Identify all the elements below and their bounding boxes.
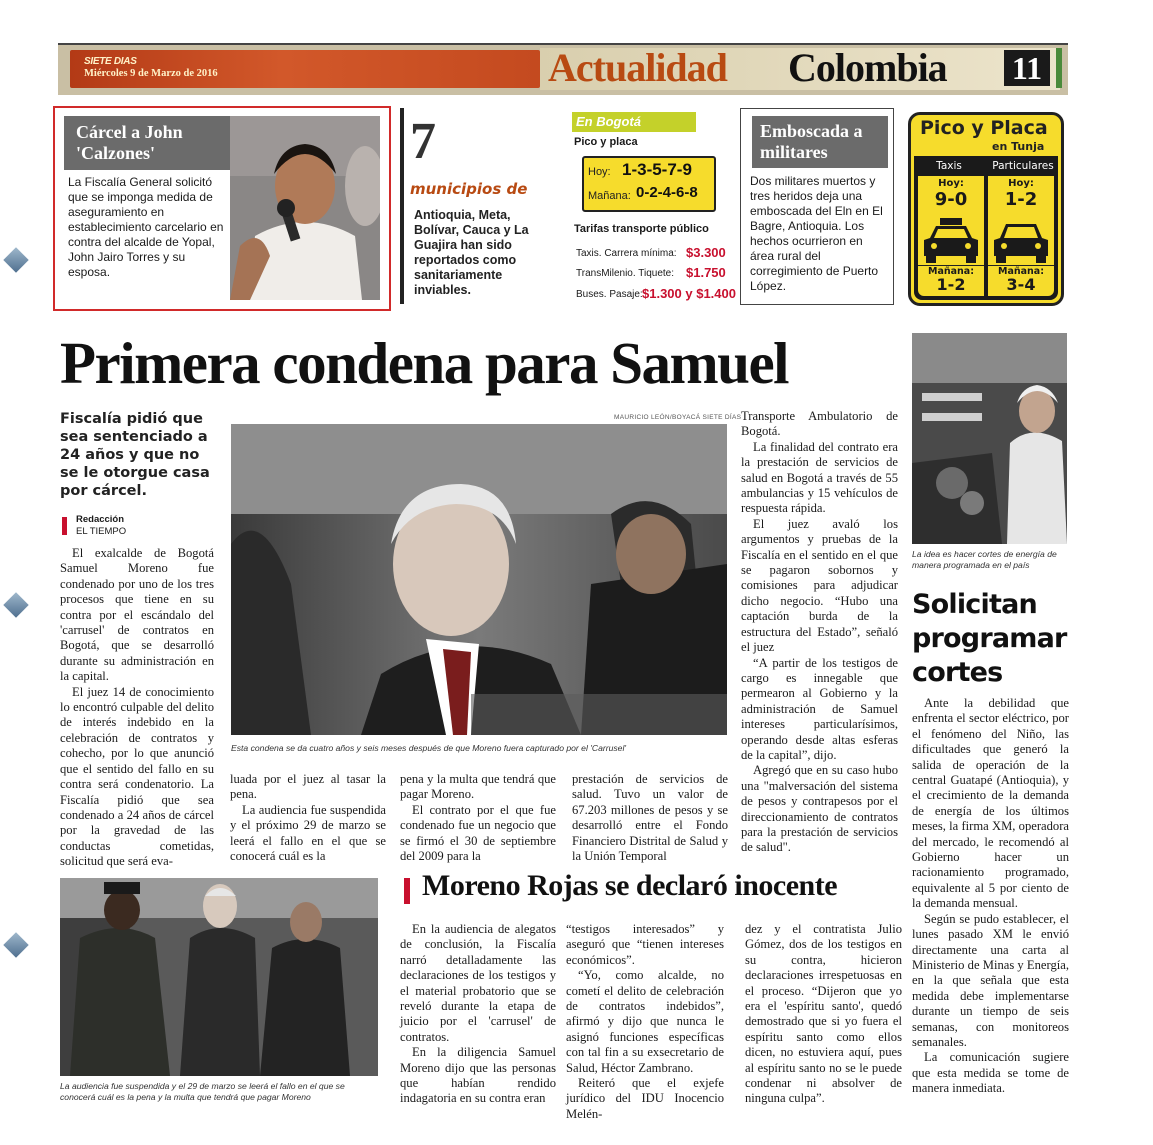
brief-bogota-hoy-value: 1-3-5-7-9	[622, 160, 692, 179]
brief-tunja-part-hoy: 1-2	[1004, 189, 1038, 210]
main-photo-caption: Esta condena se da cuatro años y seis meses después de que Moreno fuera capturado por el 'Carrusel'	[231, 743, 627, 753]
side-para: La comunicación sugiere que esta medida se tome de manera inmediata.	[912, 1050, 1069, 1096]
main-col-3	[400, 772, 556, 864]
side-photo	[912, 333, 1067, 544]
taxi-car-icon	[922, 216, 980, 268]
main-photo-credit: MAURICIO LEÓN/BOYACÁ SIETE DÍAS	[614, 414, 742, 421]
second-col1-para: En la diligencia Samuel Moreno dijo que las personas que habían rendido indagatoria en su contra eran	[400, 1045, 556, 1106]
brief-tunja-manana-left: Mañana:	[918, 265, 984, 277]
header-date: Miércoles 9 de Marzo de 2016	[84, 68, 218, 79]
brief-emboscada-body: Dos militares muertos y tres heridos deja una emboscada del Eln en El Bagre, Antioquia. Los hechos ocurrieron en área rural del corregimiento de Puerto López.	[750, 174, 883, 293]
tarifa-label-taxis: Taxis. Carrera mínima:	[576, 248, 677, 259]
main-col5-para: “A partir de los testigos de cargo es innegable que permearon al Gobierno y la administración de Samuel intereses particularísimos, operando desde altas esferas de la capital”, dijo.	[741, 655, 898, 762]
tarifa-value-transmilenio: $1.750	[686, 265, 726, 280]
brief-tunja-hoy-left: Hoy:	[938, 178, 964, 189]
main-col-5	[741, 409, 898, 856]
second-headline-marker	[404, 878, 410, 904]
brief-bogota-hoy-label: Hoy:	[588, 166, 611, 178]
main-col-2	[230, 772, 386, 864]
second-col3-para: dez y el contratista Julio Gómez, dos de los testigos en su contra, hicieron declaraciones irrespetuosas en el proceso. “Dijeron que yo era el 'espíritu santo', quedó demostrado que si yo fuera el espíritu santo como ellos dicen, no estuviera aquí, pues al espíritu santo no se le puede condenar ni absolver de ninguna culpa”.	[745, 922, 902, 1106]
second-col1-para: En la audiencia de alegatos de conclusión, la Fiscalía narró detalladamente las declaraciones de los testigos y el material probatorio que se reveló durante la etapa de juicio por el 'carrusel' de contratos.	[400, 922, 556, 1044]
second-col2-para: “testigos interesados” y aseguró que “tienen intereses económicos”.	[566, 922, 724, 967]
header-colombia: Colombia	[788, 45, 947, 90]
tarifa-label-buses: Buses. Pasaje:	[576, 289, 643, 300]
brief-municipios-body: Antioquia, Meta, Bolívar, Cauca y La Guajira han sido reportados como sanitariamente inviables.	[414, 208, 529, 297]
main-col-4	[572, 772, 728, 864]
brief-carcel-photo	[230, 116, 380, 300]
brief-tunja-taxis-manana: 1-2	[936, 275, 966, 294]
brief-bogota-manana-label: Mañana:	[588, 190, 631, 202]
brief-municipios-rule	[400, 108, 404, 304]
main-deck: Fiscalía pidió que sea sentenciado a 24 años y que no se le otorgue casa por cárcel.	[60, 411, 210, 499]
brief-bogota-tarifas-title: Tarifas transporte público	[574, 223, 709, 235]
brief-bogota-tag: En Bogotá	[572, 112, 696, 132]
header-section-small: SIETE DIAS	[84, 56, 137, 67]
brief-tunja-manana-right: Mañana:	[988, 265, 1054, 277]
brief-tunja-title: Pico y Placa	[920, 117, 1048, 139]
brief-tunja-col-taxis: Taxis	[936, 160, 962, 172]
brief-emboscada-title: Emboscada a militares	[760, 121, 863, 162]
main-col3-para: pena y la multa que tendrá que pagar Moreno.	[400, 772, 556, 802]
brief-carcel-body: La Fiscalía General solicitó que se imponga medida de aseguramiento en establecimiento carcelario en contra del alcalde de Yopal, John Jairo Torres y su esposa.	[68, 175, 224, 279]
tarifa-value-taxis: $3.300	[686, 245, 726, 260]
brief-municipios-label: municipios de	[410, 180, 528, 198]
brief-bogota-pico-label: Pico y placa	[574, 136, 638, 148]
tarifa-label-transmilenio: TransMilenio. Tiquete:	[576, 268, 675, 279]
second-col2-para: “Yo, como alcalde, no cometí el delito de celebración de contratos indebidos”, afirmó y dijo que nunca le asignó funciones específicas con tal fin a su exsecretario de Salud, Héctor Zambrano.	[566, 968, 724, 1075]
main-col1-para: El juez 14 de conocimiento lo encontró culpable del delito de interés indebido en la celebración de contratos y cohecho, por lo que anunció que el sentido del fallo en su contra será condenatorio. La Fiscalía pidió que sea condenado a 24 años de cárcel por la gravedad de las conductas cometidas, solicitud que será eva-	[60, 684, 214, 869]
byline-outlet: EL TIEMPO	[76, 526, 127, 537]
scan-marker-icon	[3, 592, 28, 617]
second-photo	[60, 878, 378, 1076]
byline-name: Redacción	[76, 514, 125, 525]
side-para: Ante la debilidad que enfrenta el sector eléctrico, por el fenómeno del Niño, las dificultades que generó la salida de operación de la central Guatapé (Antioquia), y el crecimiento de la demanda de energía de los últimos meses, la firma XM, operadora del mercado, le recomendó al Gobierno hacer un racionamiento programado, equivalente al 5 por ciento de la demanda mensual.	[912, 696, 1069, 911]
second-col-3	[745, 922, 902, 1107]
second-col2-para: Reiteró que el exjefe jurídico del IDU Inocencio Melén-	[566, 1076, 724, 1121]
brief-carcel-title: Cárcel a John 'Calzones'	[76, 122, 183, 163]
brief-tunja-col-particulares: Particulares	[992, 160, 1054, 172]
main-photo	[231, 424, 727, 735]
second-photo-caption: La audiencia fue suspendida y el 29 de marzo se leerá el fallo en el que se conocerá cuál es la pena y la multa que tendrá que pagar Moreno	[60, 1081, 345, 1102]
brief-tunja-hoy-right: Hoy:	[1008, 178, 1034, 189]
side-body	[912, 696, 1069, 1097]
side-headline: Solicitan programar cortes	[912, 589, 1067, 688]
scan-marker-icon	[3, 247, 28, 272]
header-actualidad: Actualidad	[548, 45, 727, 90]
main-col5-para: La finalidad del contrato era la prestación de servicios de salud en Bogotá a través de 55 ambulancias y 15 vehículos de respuesta rápida.	[741, 439, 898, 516]
main-col2-para: La audiencia fue suspendida y el próximo 29 de marzo se leerá el fallo en el que se conocerá cuál es la	[230, 802, 386, 864]
main-col4-para: prestación de servicios de salud. Tuvo un valor de 67.203 millones de pesos y se desarrolló entre el Fondo Financiero Distrital de Salud y la Unión Temporal	[572, 772, 728, 864]
second-col-1	[400, 922, 556, 1107]
side-photo-caption: La idea es hacer cortes de energía de manera programada en el país	[912, 549, 1057, 570]
main-col5-para: Agregó que en su caso hubo una "malversación del sistema de pesos y contrapesos por el direccionamiento de contratos para la prestación de servicios de salud".	[741, 763, 898, 855]
tarifa-value-buses: $1.300 y $1.400	[642, 286, 736, 301]
main-col2-para: luada por el juez al tasar la pena.	[230, 772, 386, 802]
brief-tunja-taxis-hoy: 9-0	[934, 189, 968, 210]
main-col5-para: El juez avaló los argumentos y pruebas de la Fiscalía en el sentido en el que se pagaron sobornos y comisiones para adjudicar dicho negocio. “Hubo una captación burda de la estructura del Estado”, señaló el juez	[741, 516, 898, 655]
byline-marker	[62, 517, 67, 535]
brief-tunja-subtitle: en Tunja	[992, 140, 1045, 153]
private-car-icon	[992, 220, 1050, 268]
brief-bogota-manana-value: 0-2-4-6-8	[636, 184, 698, 201]
main-col1-para: El exalcalde de Bogotá Samuel Moreno fue condenado por uno de los tres procesos que tiene en su contra por el escándalo del 'carrusel' de contratos en Bogotá, que se desarrolló durante su administración en la capital.	[60, 546, 214, 684]
second-col-2	[566, 922, 724, 1122]
second-headline: Moreno Rojas se declaró inocente	[422, 869, 838, 902]
brief-municipios-number: 7	[410, 113, 436, 170]
header-green-tick	[1056, 48, 1062, 88]
main-col3-para: El contrato por el que fue condenado fue un negocio que se firmó el 30 de septiembre del 2009 para la	[400, 802, 556, 864]
main-col5-para: Transporte Ambulatorio de Bogotá.	[741, 409, 898, 439]
page-number: 11	[1004, 50, 1050, 86]
scan-marker-icon	[3, 932, 28, 957]
side-para: Según se pudo establecer, el lunes pasado XM le envió directamente una carta al Ministerio de Minas y Energía, en la que señala que esta medida debe implementarse durante un tiempo de seis semanas, con monitoreos semanales.	[912, 911, 1069, 1049]
main-col-1	[60, 546, 214, 870]
main-headline: Primera condena para Samuel	[60, 330, 789, 396]
brief-tunja-part-manana: 3-4	[1006, 275, 1036, 294]
